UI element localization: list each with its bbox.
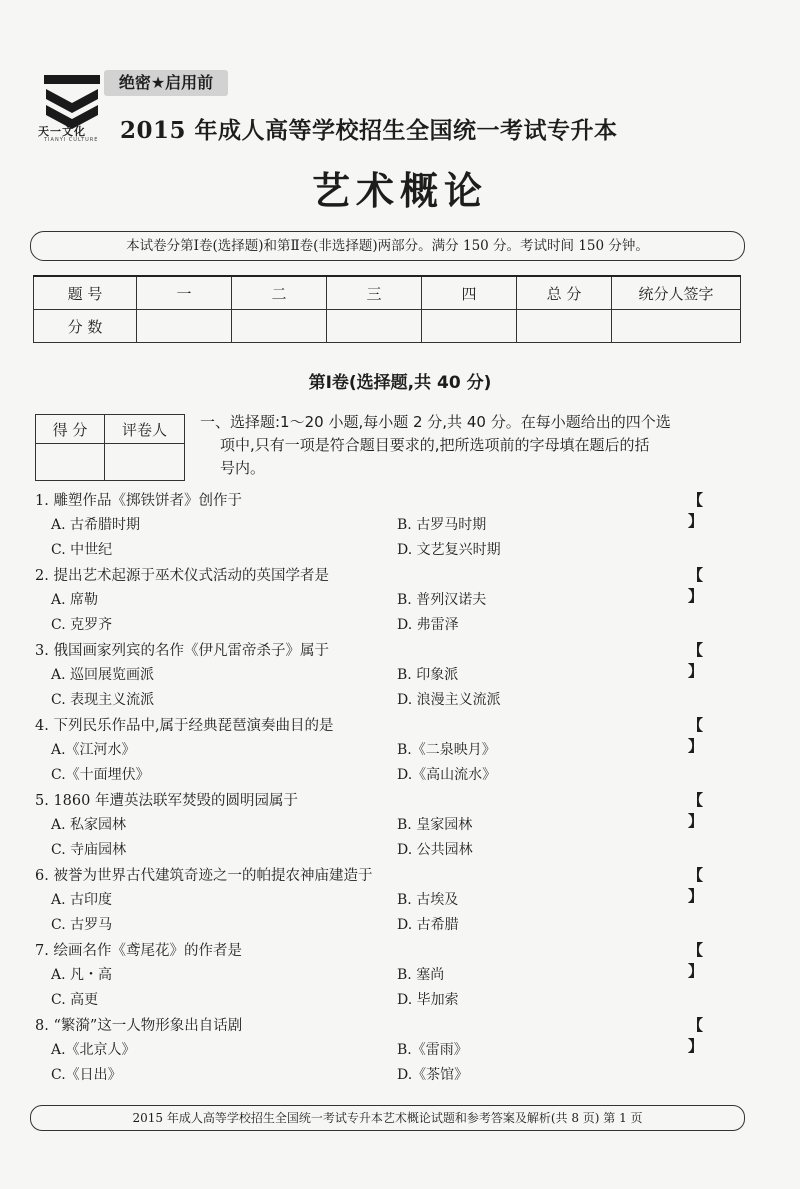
answer-bracket[interactable]	[688, 939, 744, 981]
bracket-left: 【	[688, 716, 704, 734]
instruction-line: 一、选择题:1～20 小题,每小题 2 分,共 40 分。在每小题给出的四个选	[200, 413, 671, 431]
subject-title: 艺术概论	[311, 169, 488, 213]
question-stem: 3. 俄国画家列宾的名作《伊凡雷帝杀子》属于	[35, 643, 329, 659]
grader-input-cell[interactable]	[36, 444, 105, 481]
score-table	[33, 275, 741, 343]
option-b: B. 印象派	[397, 667, 459, 683]
score-input-cell[interactable]	[137, 310, 232, 343]
bracket-right: 】	[688, 587, 704, 605]
question-stem: 5. 1860 年遭英法联军焚毁的圆明园属于	[35, 793, 298, 809]
option-a: A.《江河水》	[51, 742, 136, 758]
option-a: A. 巡回展览画派	[51, 667, 155, 683]
option-c: C. 寺庙园林	[51, 842, 127, 858]
bracket-left: 【	[688, 866, 704, 884]
question-stem: 6. 被誉为世界古代建筑奇迹之一的帕提农神庙建造于	[35, 868, 373, 884]
question-stem: 8. “繁漪”这一人物形象出自话剧	[35, 1018, 243, 1034]
option-c: C. 表现主义流派	[51, 692, 155, 708]
bracket-left: 【	[688, 641, 704, 659]
answer-bracket[interactable]	[688, 489, 744, 531]
score-cell: 二	[232, 276, 327, 310]
option-d: D. 浪漫主义流派	[397, 692, 501, 708]
score-input-cell[interactable]	[422, 310, 517, 343]
score-table-score-row	[34, 310, 741, 343]
part-instruction	[200, 411, 745, 480]
answer-bracket[interactable]	[688, 864, 744, 906]
option-d: D. 毕加索	[397, 992, 459, 1008]
option-b: B. 普列汉诺夫	[397, 592, 487, 608]
bracket-left: 【	[688, 791, 704, 809]
option-a: A. 私家园林	[51, 817, 127, 833]
option-a: A. 席勒	[51, 592, 99, 608]
bracket-right: 】	[688, 737, 704, 755]
option-b: B. 古罗马时期	[397, 517, 487, 533]
bracket-left: 【	[688, 1016, 704, 1034]
score-cell: 四	[422, 276, 517, 310]
score-cell: 三	[327, 276, 422, 310]
grader-header: 评卷人	[105, 415, 185, 444]
logo-subtitle: TIANYI CULTURE	[44, 137, 99, 143]
grader-input-cell[interactable]	[105, 444, 185, 481]
answer-bracket[interactable]	[688, 789, 744, 831]
bracket-right: 】	[688, 962, 704, 980]
score-table-header-row	[34, 276, 741, 310]
instruction-line: 项中,只有一项是符合题目要求的,把所选项前的字母填在题后的括	[220, 436, 650, 454]
answer-bracket[interactable]	[688, 1014, 744, 1056]
option-c: C. 高更	[51, 992, 99, 1008]
option-c: C.《日出》	[51, 1067, 122, 1083]
question-stem: 7. 绘画名作《鸢尾花》的作者是	[35, 943, 242, 959]
page-footer: 2015 年成人高等学校招生全国统一考试专升本艺术概论试题和参考答案及解析(共 8 页) 第 1 页	[30, 1105, 745, 1131]
question-stem: 2. 提出艺术起源于巫术仪式活动的英国学者是	[35, 568, 329, 584]
bracket-left: 【	[688, 941, 704, 959]
option-d: D. 弗雷泽	[397, 617, 459, 633]
option-a: A. 古印度	[51, 892, 113, 908]
bracket-right: 】	[688, 887, 704, 905]
score-cell: 一	[137, 276, 232, 310]
option-d: D. 文艺复兴时期	[397, 542, 501, 558]
score-input-cell[interactable]	[517, 310, 612, 343]
option-c: C. 中世纪	[51, 542, 113, 558]
question-stem: 1. 雕塑作品《掷铁饼者》创作于	[35, 493, 242, 509]
option-c: C. 古罗马	[51, 917, 113, 933]
option-d: D. 古希腊	[397, 917, 459, 933]
option-c: C.《十面埋伏》	[51, 767, 150, 783]
answer-bracket[interactable]	[688, 564, 744, 606]
bracket-right: 】	[688, 812, 704, 830]
score-row-label: 分 数	[34, 310, 137, 343]
option-b: B. 塞尚	[397, 967, 445, 983]
question-stem: 4. 下列民乐作品中,属于经典琵琶演奏曲目的是	[35, 718, 334, 734]
grader-table	[35, 414, 185, 481]
logo-name: 天一文化	[38, 125, 86, 138]
score-input-cell[interactable]	[232, 310, 327, 343]
secret-label: 绝密★启用前	[104, 70, 228, 96]
bracket-right: 】	[688, 662, 704, 680]
option-b: B.《二泉映月》	[397, 742, 496, 758]
option-a: A. 凡・高	[51, 967, 113, 983]
answer-bracket[interactable]	[688, 639, 744, 681]
exam-title: 2015 年成人高等学校招生全国统一考试专升本	[120, 117, 618, 144]
option-b: B.《雷雨》	[397, 1042, 468, 1058]
exam-notice: 本试卷分第Ⅰ卷(选择题)和第Ⅱ卷(非选择题)两部分。满分 150 分。考试时间 150 分钟。	[30, 231, 745, 261]
score-cell: 题 号	[34, 276, 137, 310]
score-input-cell[interactable]	[327, 310, 422, 343]
option-d: D.《茶馆》	[397, 1067, 469, 1083]
option-b: B. 皇家园林	[397, 817, 473, 833]
score-cell: 统分人签字	[612, 276, 741, 310]
grader-header: 得 分	[36, 415, 105, 444]
option-a: A.《北京人》	[51, 1042, 136, 1058]
score-input-cell[interactable]	[612, 310, 741, 343]
score-cell: 总 分	[517, 276, 612, 310]
section-title: 第Ⅰ卷(选择题,共 40 分)	[308, 373, 492, 393]
option-d: D.《高山流水》	[397, 767, 497, 783]
bracket-left: 【	[688, 491, 704, 509]
option-b: B. 古埃及	[397, 892, 459, 908]
option-a: A. 古希腊时期	[51, 517, 141, 533]
instruction-line: 号内。	[220, 459, 266, 477]
bracket-left: 【	[688, 566, 704, 584]
option-d: D. 公共园林	[397, 842, 473, 858]
bracket-right: 】	[688, 1037, 704, 1055]
bracket-right: 】	[688, 512, 704, 530]
option-c: C. 克罗齐	[51, 617, 113, 633]
answer-bracket[interactable]	[688, 714, 744, 756]
